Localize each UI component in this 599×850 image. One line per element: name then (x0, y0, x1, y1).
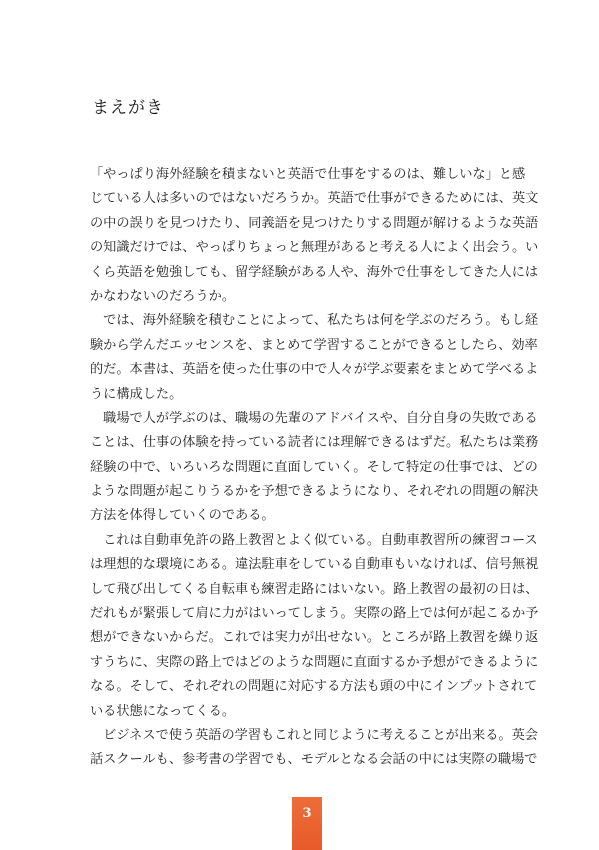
text-line: の中の誤りを見つけたり、同義語を見つけたりする問題が解けるような英語 (90, 215, 539, 231)
page-title: まえがき (92, 98, 164, 118)
page-number: 3 (302, 806, 312, 821)
text-line: じている人は多いのではないだろうか。英語で仕事ができるためには、英文 (90, 191, 539, 207)
body-text (90, 163, 539, 773)
text-line: いる状態になってくる。 (90, 703, 236, 719)
text-line: なる。そして、それぞれの問題に対応する方法も頭の中にインプットされて (90, 679, 538, 695)
text-line: 話スクールも、参考書の学習でも、モデルとなる会話の中には実際の職場で (90, 752, 538, 768)
text-line: 方法を体得していくのである。 (90, 508, 275, 524)
text-line: ことは、仕事の体験を持っている読者には理解できるはずだ。私たちは業務 (90, 435, 539, 451)
text-line: ような問題が起こりうるかを予想できるようになり、それぞれの問題の解決 (90, 484, 539, 500)
text-line: 的だ。本書は、英語を使った仕事の中で人々が学ぶ要素をまとめて学べるよ (90, 362, 539, 378)
text-line: の知識だけでは、やっぱりちょっと無理があると考える人によく出会う。い (90, 240, 539, 256)
text-line: 「やっぱり海外経験を積まないと英語で仕事をするのは、難しいな」と感 (90, 167, 526, 182)
text-line: ビジネスで使う英語の学習もこれと同じように考えることが出来る。英会 (90, 727, 538, 743)
text-line: これは自動車免許の路上教習とよく似ている。自動車教習所の練習コース (90, 532, 538, 548)
text-line: すうちに、実際の路上ではどのような問題に直面するか予想ができるように (90, 654, 539, 670)
text-line: だれもが緊張して肩に力がはいってしまう。実際の路上では何が起こるか予 (90, 606, 539, 622)
text-line: くら英語を勉強しても、留学経験がある人や、海外で仕事をしてきた人には (90, 264, 539, 280)
page-number-tab (292, 797, 322, 850)
text-line: 験から学んだエッセンスを、まとめて学習することができるとしたら、効率 (90, 337, 538, 353)
text-line: 経験の中で、いろいろな問題に直面していく。そして特定の仕事では、どの (90, 459, 538, 475)
text-line: では、海外経験を積むことによって、私たちは何を学ぶのだろう。もし経 (90, 313, 539, 329)
text-line: 想ができないからだ。これでは実力が出せない。ところが路上教習を繰り返 (90, 630, 539, 646)
text-line: かなわないのだろうか。 (90, 288, 236, 304)
text-line: うに構成した。 (90, 386, 183, 402)
text-line: して飛び出してくる自転車も練習走路にはいない。路上教習の最初の日は、 (90, 581, 539, 597)
text-line: 職場で人が学ぶのは、職場の先輩のアドバイスや、自分自身の失敗である (90, 410, 538, 426)
text-line: は理想的な環境にある。違法駐車をしている自動車もいなければ、信号無視 (90, 557, 539, 573)
